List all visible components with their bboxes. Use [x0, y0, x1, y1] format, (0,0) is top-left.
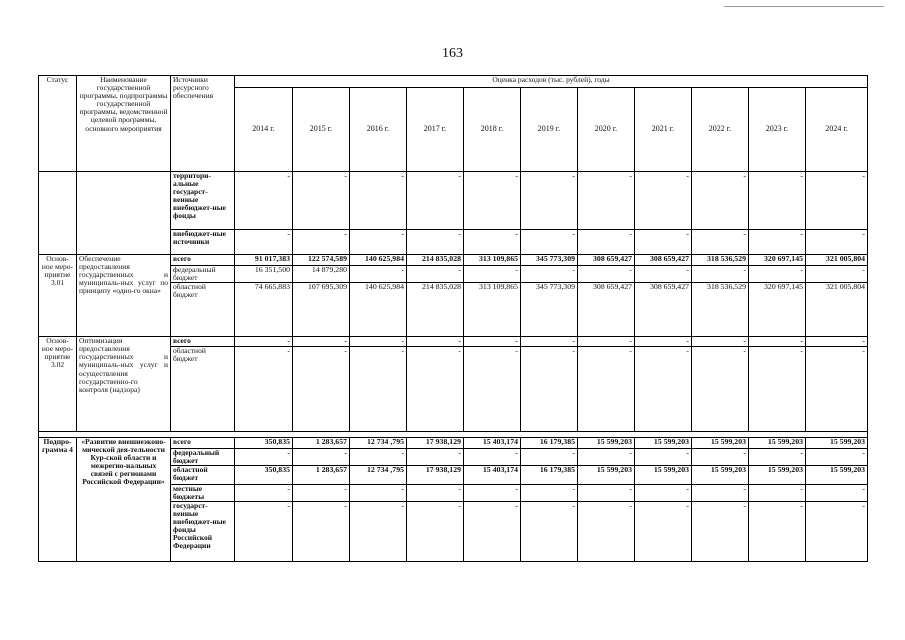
value-cell: - — [635, 448, 692, 465]
value-cell: - — [635, 266, 692, 283]
value-cell: 17 938,129 — [407, 465, 464, 484]
value-cell: 14 879,280 — [293, 266, 350, 283]
year-2024: 2024 г. — [806, 88, 868, 172]
source-cell: всего — [171, 255, 235, 266]
value-cell: 15 599,203 — [578, 465, 635, 484]
value-cell: - — [692, 230, 749, 255]
value-cell: - — [521, 448, 578, 465]
value-cell: - — [806, 172, 868, 230]
value-cell: 1 283,657 — [293, 437, 350, 448]
value-cell: 12 734 ,795 — [350, 465, 407, 484]
value-cell: - — [635, 230, 692, 255]
header-source: Источники ресурсного обеспечения — [171, 76, 235, 172]
value-cell: - — [293, 337, 350, 346]
value-cell: - — [635, 346, 692, 431]
value-cell: 15 599,203 — [635, 465, 692, 484]
value-cell: - — [464, 172, 521, 230]
value-cell: - — [521, 346, 578, 431]
year-2019: 2019 г. — [521, 88, 578, 172]
value-cell: - — [806, 337, 868, 346]
name-cell: Оптимизация предоставления государственных и муниципаль-ных услуг и осуществления государственно-го контроля (надзора) — [77, 337, 171, 431]
empty-cell — [39, 172, 77, 255]
value-cell: - — [464, 346, 521, 431]
value-cell: 91 017,383 — [235, 255, 293, 266]
value-cell: - — [464, 266, 521, 283]
value-cell: - — [806, 448, 868, 465]
value-cell: - — [578, 448, 635, 465]
value-cell: - — [749, 448, 806, 465]
value-cell: - — [692, 501, 749, 561]
value-cell: - — [635, 501, 692, 561]
value-cell: 16 351,500 — [235, 266, 293, 283]
value-cell: 321 005,804 — [806, 283, 868, 337]
table-row — [39, 337, 868, 346]
value-cell: - — [806, 346, 868, 431]
value-cell: - — [293, 484, 350, 501]
value-cell: 12 734 ,795 — [350, 437, 407, 448]
value-cell: - — [521, 501, 578, 561]
value-cell: - — [578, 230, 635, 255]
value-cell: - — [407, 484, 464, 501]
value-cell: - — [692, 346, 749, 431]
value-cell: 15 599,203 — [692, 437, 749, 448]
name-cell: Обеспечение предоставления государственных и муниципаль-ных услуг по принципу «одно-го окна» — [77, 255, 171, 337]
value-cell: - — [407, 230, 464, 255]
value-cell: 15 403,174 — [464, 437, 521, 448]
value-cell: - — [692, 448, 749, 465]
value-cell: - — [293, 230, 350, 255]
value-cell: - — [692, 337, 749, 346]
value-cell: 74 665,883 — [235, 283, 293, 337]
source-cell: государст-венные внебюджет-ные фонды Российской Федерации — [171, 501, 235, 561]
value-cell: 16 179,385 — [521, 437, 578, 448]
value-cell: - — [350, 172, 407, 230]
source-cell: областной бюджет — [171, 346, 235, 431]
value-cell: - — [749, 346, 806, 431]
value-cell: 15 599,203 — [578, 437, 635, 448]
value-cell: - — [407, 346, 464, 431]
value-cell: - — [350, 337, 407, 346]
value-cell: - — [464, 484, 521, 501]
value-cell: 214 835,028 — [407, 283, 464, 337]
value-cell: - — [464, 230, 521, 255]
value-cell: - — [350, 501, 407, 561]
value-cell: 320 697,145 — [749, 255, 806, 266]
value-cell: - — [407, 501, 464, 561]
value-cell: 320 697,145 — [749, 283, 806, 337]
page-number: 163 — [442, 46, 463, 61]
value-cell: - — [293, 172, 350, 230]
value-cell: - — [806, 484, 868, 501]
value-cell: - — [350, 448, 407, 465]
value-cell: 15 403,174 — [464, 465, 521, 484]
value-cell: - — [235, 337, 293, 346]
value-cell: 350,835 — [235, 465, 293, 484]
year-2014: 2014 г. — [235, 88, 293, 172]
source-cell: федеральный бюджет — [171, 448, 235, 465]
value-cell: - — [749, 484, 806, 501]
value-cell: - — [635, 337, 692, 346]
value-cell: 15 599,203 — [806, 437, 868, 448]
value-cell: 15 599,203 — [635, 437, 692, 448]
name-cell: «Развитие внешнеэконо-мической дея-тельности Кур-ской области и межрегио-нальных связей с регионами Российской Федерации» — [77, 437, 171, 561]
value-cell: - — [521, 337, 578, 346]
value-cell: - — [749, 172, 806, 230]
value-cell: 350,835 — [235, 437, 293, 448]
value-cell: - — [235, 448, 293, 465]
value-cell: 140 625,984 — [350, 255, 407, 266]
status-cell: Подпро-грамма 4 — [39, 437, 77, 561]
value-cell: - — [293, 448, 350, 465]
value-cell: - — [578, 501, 635, 561]
value-cell: - — [464, 448, 521, 465]
value-cell: 308 659,427 — [578, 283, 635, 337]
header-status: Статус — [39, 76, 77, 172]
year-2016: 2016 г. — [350, 88, 407, 172]
year-2020: 2020 г. — [578, 88, 635, 172]
header-estimate: Оценка расходов (тыс. рублей), годы — [235, 76, 868, 88]
value-cell: - — [692, 172, 749, 230]
table-row — [39, 437, 868, 448]
value-cell: 140 625,984 — [350, 283, 407, 337]
value-cell: 318 536,529 — [692, 255, 749, 266]
expenditure-table — [38, 75, 868, 562]
value-cell: - — [350, 230, 407, 255]
value-cell: - — [692, 484, 749, 501]
value-cell: - — [521, 266, 578, 283]
value-cell: - — [350, 346, 407, 431]
value-cell: - — [464, 501, 521, 561]
value-cell: - — [407, 172, 464, 230]
value-cell: - — [749, 230, 806, 255]
value-cell: 1 283,657 — [293, 465, 350, 484]
year-2015: 2015 г. — [293, 88, 350, 172]
value-cell: 15 599,203 — [749, 465, 806, 484]
value-cell: - — [235, 501, 293, 561]
value-cell: 321 005,804 — [806, 255, 868, 266]
source-cell: областной бюджет — [171, 465, 235, 484]
value-cell: 308 659,427 — [578, 255, 635, 266]
value-cell: - — [749, 266, 806, 283]
value-cell: - — [806, 501, 868, 561]
value-cell: - — [578, 172, 635, 230]
year-2017: 2017 г. — [407, 88, 464, 172]
value-cell: - — [635, 172, 692, 230]
empty-cell — [77, 172, 171, 255]
value-cell: - — [407, 448, 464, 465]
value-cell: - — [578, 484, 635, 501]
source-cell: внебюджет-ные источники — [171, 230, 235, 255]
value-cell: 313 109,865 — [464, 283, 521, 337]
status-cell: Основ-ное меро-приятие 3.01 — [39, 255, 77, 337]
value-cell: 15 599,203 — [692, 465, 749, 484]
value-cell: 318 536,529 — [692, 283, 749, 337]
value-cell: - — [578, 266, 635, 283]
value-cell: - — [235, 484, 293, 501]
value-cell: - — [235, 346, 293, 431]
value-cell: - — [578, 337, 635, 346]
year-2022: 2022 г. — [692, 88, 749, 172]
value-cell: 17 938,129 — [407, 437, 464, 448]
value-cell: 308 659,427 — [635, 283, 692, 337]
value-cell: - — [521, 172, 578, 230]
source-cell: всего — [171, 337, 235, 346]
value-cell: 214 835,028 — [407, 255, 464, 266]
value-cell: - — [521, 230, 578, 255]
top-rule — [724, 6, 884, 7]
value-cell: - — [407, 266, 464, 283]
value-cell: 15 599,203 — [806, 465, 868, 484]
value-cell: - — [350, 484, 407, 501]
value-cell: - — [635, 484, 692, 501]
source-cell: местные бюджеты — [171, 484, 235, 501]
value-cell: 16 179,385 — [521, 465, 578, 484]
value-cell: - — [806, 230, 868, 255]
value-cell: - — [235, 172, 293, 230]
value-cell: 15 599,203 — [749, 437, 806, 448]
value-cell: - — [407, 337, 464, 346]
value-cell: - — [749, 337, 806, 346]
year-2023: 2023 г. — [749, 88, 806, 172]
table-row — [39, 172, 868, 230]
value-cell: - — [806, 266, 868, 283]
year-2018: 2018 г. — [464, 88, 521, 172]
table-row — [39, 255, 868, 266]
value-cell: 345 773,309 — [521, 283, 578, 337]
value-cell: - — [293, 501, 350, 561]
value-cell: - — [293, 346, 350, 431]
value-cell: - — [350, 266, 407, 283]
value-cell: 122 574,589 — [293, 255, 350, 266]
value-cell: - — [692, 266, 749, 283]
value-cell: - — [464, 337, 521, 346]
source-cell: территори-альные государст-венные внебюджет-ные фонды — [171, 172, 235, 230]
value-cell: 313 109,865 — [464, 255, 521, 266]
header-name: Наименование государственной программы, подпрограммы государственной программы, ведомственной целевой программы, основного мероприятия — [77, 76, 171, 172]
value-cell: 107 695,309 — [293, 283, 350, 337]
value-cell: - — [749, 501, 806, 561]
source-cell: областной бюджет — [171, 283, 235, 337]
value-cell: 345 773,309 — [521, 255, 578, 266]
year-2021: 2021 г. — [635, 88, 692, 172]
value-cell: - — [521, 484, 578, 501]
value-cell: - — [578, 346, 635, 431]
source-cell: федеральный бюджет — [171, 266, 235, 283]
source-cell: всего — [171, 437, 235, 448]
status-cell: Основ-ное меро-приятие 3.02 — [39, 337, 77, 431]
value-cell: - — [235, 230, 293, 255]
value-cell: 308 659,427 — [635, 255, 692, 266]
